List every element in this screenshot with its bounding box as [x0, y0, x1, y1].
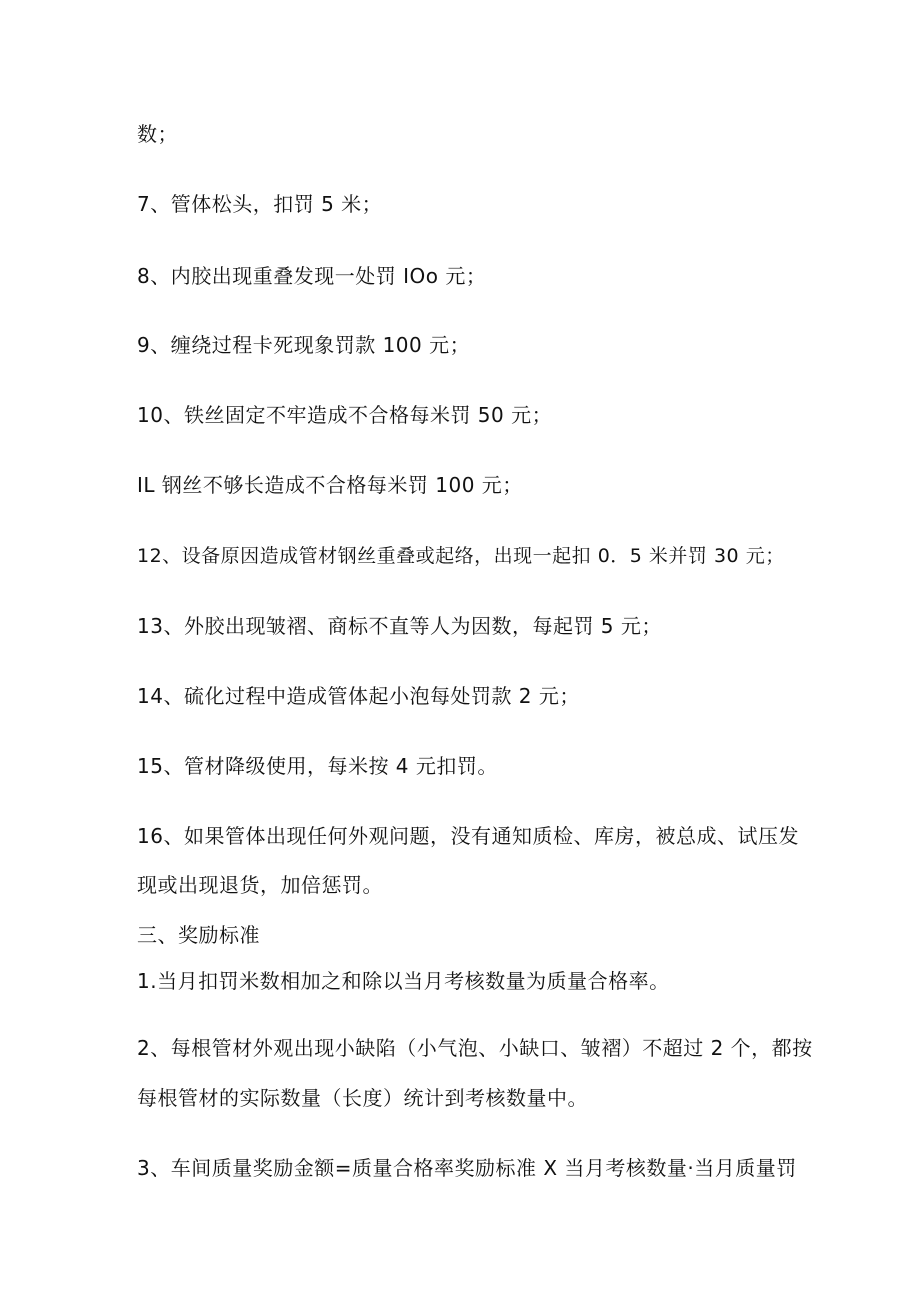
text-line-14: 1.当月扣罚米数相加之和除以当月考核数量为质量合格率。: [137, 969, 670, 993]
text-line-9: 14、硫化过程中造成管体起小泡每处罚款 2 元；: [137, 684, 580, 708]
text-line-3: 8、内胶出现重叠发现一处罚 IOo 元；: [137, 264, 487, 288]
text-line-15: 2、每根管材外观出现小缺陷（小气泡、小缺口、皱褶）不超过 2 个，都按: [137, 1036, 813, 1060]
text-line-5: 10、铁丝固定不牢造成不合格每米罚 50 元；: [137, 403, 553, 427]
text-line-16: 每根管材的实际数量（长度）统计到考核数量中。: [137, 1086, 588, 1110]
text-line-2: 7、管体松头，扣罚 5 米；: [137, 192, 383, 216]
text-line-10: 15、管材降级使用，每米按 4 元扣罚。: [137, 754, 498, 778]
text-line-6: IL 钢丝不够长造成不合格每米罚 100 元；: [137, 473, 523, 497]
text-line-12: 现或出现退货，加倍惩罚。: [137, 873, 383, 897]
text-line-4: 9、缠绕过程卡死现象罚款 100 元；: [137, 333, 471, 357]
text-line-17: 3、车间质量奖励金额=质量合格率奖励标准 X 当月考核数量·当月质量罚: [137, 1156, 797, 1180]
text-line-1: 数；: [137, 122, 178, 146]
text-line-7: 12、设备原因造成管材钢丝重叠或起络，出现一起扣 0．5 米并罚 30 元；: [137, 545, 785, 567]
text-line-8: 13、外胶出现皱褶、商标不直等人为因数，每起罚 5 元；: [137, 614, 662, 638]
section-heading: 三、奖励标准: [137, 923, 260, 947]
text-line-11: 16、如果管体出现任何外观问题，没有通知质检、库房，被总成、试压发: [137, 824, 799, 848]
